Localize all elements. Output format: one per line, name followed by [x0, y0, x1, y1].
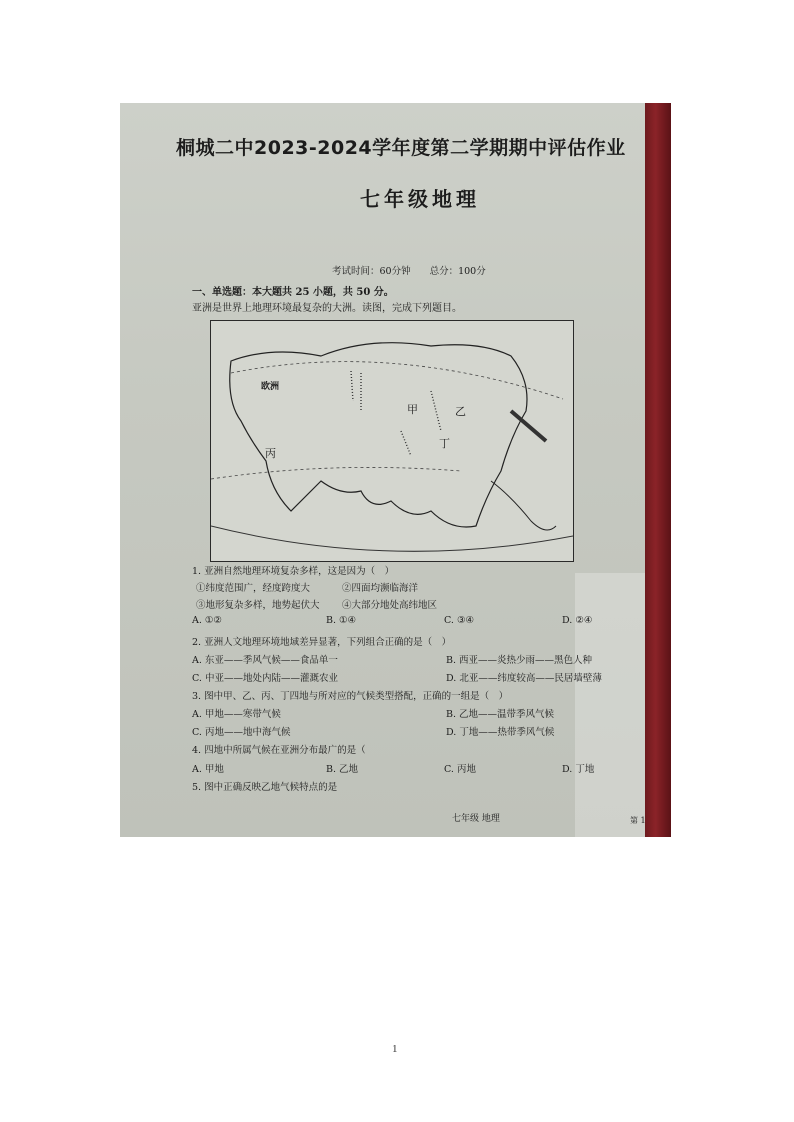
question-3-option-a: A. 甲地——寒带气候: [192, 709, 281, 720]
asia-outline: [230, 343, 527, 527]
mountain-marks: [351, 371, 441, 456]
question-intro: 亚洲是世界上地理环境最复杂的大洲。读图，完成下列题目。: [192, 303, 462, 314]
footer-subject: 七年级 地理: [452, 814, 500, 824]
arctic-circle-line: [231, 362, 563, 399]
question-1-option-d: D. ②④: [562, 615, 593, 626]
question-4-option-d: D. 丁地: [562, 764, 595, 775]
question-4-stem: 4. 四地中所属气候在亚洲分布最广的是（: [192, 745, 366, 756]
adjacent-page-edge: [575, 573, 645, 837]
question-2-option-a: A. 东亚——季风气候——食品单一: [192, 655, 338, 666]
question-3-option-b: B. 乙地——温带季风气候: [446, 709, 555, 720]
question-1-item-4: ④大部分地处高纬地区: [342, 600, 438, 611]
map-label-jia: 甲: [407, 403, 418, 416]
section-heading: 一、单选题：本大题共 25 小题，共 50 分。: [192, 287, 394, 298]
question-4-option-a: A. 甲地: [192, 764, 224, 775]
page-number: 1: [392, 1043, 398, 1055]
map-label-bing: 丙: [265, 447, 276, 460]
exam-photo: [120, 103, 671, 837]
question-3-stem: 3. 图中甲、乙、丙、丁四地与所对应的气候类型搭配，正确的一组是（ ）: [192, 691, 509, 702]
question-1-option-c: C. ③④: [444, 615, 475, 626]
map-label-europe: 欧洲: [261, 382, 280, 392]
tropic-line: [211, 467, 461, 479]
coast-marker: [511, 411, 546, 441]
red-table-edge: [645, 103, 671, 837]
islands-outline: [491, 481, 556, 530]
question-5-stem: 5. 图中正确反映乙地气候特点的是: [192, 782, 338, 793]
question-3-option-c: C. 丙地——地中海气候: [192, 727, 291, 738]
asia-map: [210, 320, 574, 562]
question-1-item-2: ②四面均濒临海洋: [342, 583, 419, 594]
map-label-yi: 乙: [455, 405, 466, 418]
question-1-stem: 1. 亚洲自然地理环境复杂多样，这是因为（ ）: [192, 566, 395, 577]
question-1-item-3: ③地形复杂多样，地势起伏大: [196, 600, 320, 611]
question-1-option-b: B. ①④: [326, 615, 357, 626]
question-2-stem: 2. 亚洲人文地理环境地域差异显著，下列组合正确的是（ ）: [192, 637, 452, 648]
asia-map-drawing: [211, 321, 573, 561]
map-arc: [211, 526, 573, 551]
question-2-option-b: B. 西亚——炎热少雨——黑色人种: [446, 655, 593, 666]
question-1-option-a: A. ①②: [192, 615, 222, 626]
question-2-option-c: C. 中亚——地处内陆——灌溉农业: [192, 673, 338, 684]
question-3-option-d: D. 丁地——热带季风气候: [446, 727, 555, 738]
exam-title: 桐城二中2023-2024学年度第二学期期中评估作业: [176, 137, 626, 159]
map-label-ding: 丁: [439, 437, 450, 450]
footer-page: 第 1: [630, 816, 646, 825]
question-2-option-d: D. 北亚——纬度较高——民居墙壁薄: [446, 673, 602, 684]
question-4-option-b: B. 乙地: [326, 764, 359, 775]
exam-info: 考试时间：60分钟 总分：100分: [332, 266, 486, 277]
question-4-option-c: C. 丙地: [444, 764, 476, 775]
question-1-item-1: ①纬度范围广，经度跨度大: [196, 583, 311, 594]
exam-subtitle: 七年级地理: [360, 187, 480, 211]
